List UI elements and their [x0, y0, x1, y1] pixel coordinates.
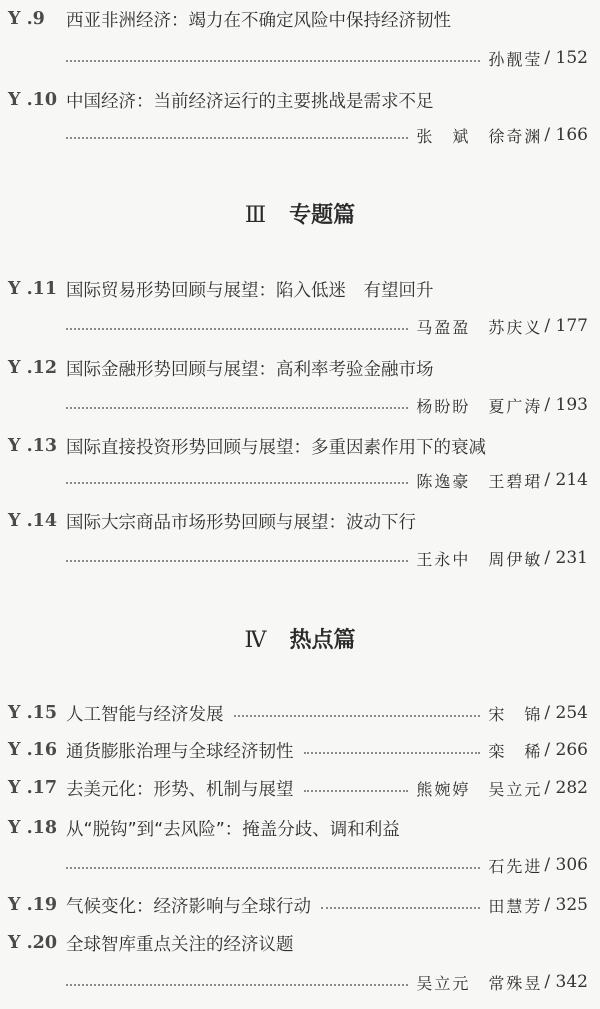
- entry-page-number: / 342: [544, 972, 588, 992]
- toc-entry-y13[interactable]: [8, 433, 588, 459]
- toc-entry-y16[interactable]: [8, 737, 588, 763]
- entry-authors: 栾 稀: [488, 741, 543, 761]
- dot-leader: [66, 867, 480, 869]
- entry-authors: 吴立元 常殊昱: [416, 973, 543, 993]
- toc-entry-y15[interactable]: [8, 700, 588, 726]
- entry-title: 西亚非洲经济：竭力在不确定风险中保持经济韧性: [66, 10, 451, 31]
- entry-authors: 马盈盈 苏庆义: [416, 317, 543, 337]
- toc-entry-y18-trail: [66, 852, 588, 878]
- toc-entry-y10-trail: [66, 122, 588, 148]
- toc-entry-y11[interactable]: [8, 276, 588, 302]
- entry-code: Y .15: [8, 703, 58, 723]
- toc-entry-y14-trail: [66, 545, 588, 571]
- entry-code: Y .10: [8, 90, 58, 110]
- entry-authors: 熊婉婷 吴立元: [416, 779, 543, 799]
- entry-page-number: / 193: [544, 395, 588, 415]
- entry-authors: 宋 锦: [488, 704, 543, 724]
- toc-entry-y20-trail: [66, 969, 588, 995]
- entry-title: 通货膨胀治理与全球经济韧性: [66, 741, 294, 762]
- entry-title: 国际贸易形势回顾与展望：陷入低迷 有望回升: [66, 280, 434, 301]
- entry-title: 气候变化：经济影响与全球行动: [66, 896, 311, 917]
- entry-authors: 田慧芳: [488, 896, 543, 916]
- dot-leader: [66, 407, 408, 409]
- entry-title: 国际大宗商品市场形势回顾与展望：波动下行: [66, 512, 416, 533]
- entry-title: 去美元化：形势、机制与展望: [66, 779, 294, 800]
- toc-entry-y18[interactable]: [8, 815, 588, 841]
- entry-code: Y .9: [8, 9, 45, 29]
- entry-authors: 王永中 周伊敏: [416, 549, 543, 569]
- section-title: 热点篇: [289, 627, 356, 653]
- entry-title: 国际金融形势回顾与展望：高利率考验金融市场: [66, 359, 434, 380]
- dot-leader: [304, 790, 409, 792]
- section-heading-3: [0, 198, 600, 229]
- entry-title: 国际直接投资形势回顾与展望：多重因素作用下的衰减: [66, 437, 486, 458]
- entry-page-number: / 152: [544, 48, 588, 68]
- entry-title: 人工智能与经济发展: [66, 704, 224, 725]
- entry-page-number: / 214: [544, 470, 588, 490]
- entry-title: 中国经济：当前经济运行的主要挑战是需求不足: [66, 91, 434, 112]
- entry-code: Y .11: [8, 279, 58, 299]
- entry-page-number: / 306: [544, 855, 588, 875]
- entry-code: Y .13: [8, 436, 58, 456]
- entry-code: Y .12: [8, 358, 58, 378]
- entry-code: Y .19: [8, 895, 58, 915]
- entry-code: Y .17: [8, 778, 58, 798]
- section-title: 专题篇: [289, 202, 356, 228]
- entry-page-number: / 266: [544, 740, 588, 760]
- section-number: Ⅳ: [244, 628, 268, 653]
- entry-page-number: / 166: [544, 125, 588, 145]
- entry-code: Y .18: [8, 818, 58, 838]
- toc-entry-y19[interactable]: [8, 892, 588, 918]
- entry-page-number: / 282: [544, 778, 588, 798]
- entry-authors: 杨盼盼 夏广涛: [416, 396, 543, 416]
- entry-page-number: / 325: [544, 895, 588, 915]
- toc-entry-y14[interactable]: [8, 508, 588, 534]
- entry-code: Y .14: [8, 511, 58, 531]
- dot-leader: [234, 715, 481, 717]
- entry-page-number: / 231: [544, 548, 588, 568]
- toc-entry-y12-trail: [66, 392, 588, 418]
- entry-authors: 陈逸豪 王碧珺: [416, 471, 543, 491]
- section-heading-4: [0, 623, 600, 654]
- entry-title: 从“脱钩”到“去风险”：掩盖分歧、调和利益: [66, 819, 400, 840]
- toc-entry-y20[interactable]: [8, 930, 588, 956]
- entry-code: Y .20: [8, 933, 58, 953]
- toc-entry-y9[interactable]: [8, 6, 588, 32]
- dot-leader: [66, 60, 480, 62]
- section-number: Ⅲ: [244, 203, 268, 228]
- toc-entry-y13-trail: [66, 467, 588, 493]
- entry-page-number: / 254: [544, 703, 588, 723]
- dot-leader: [304, 752, 481, 754]
- dot-leader: [66, 137, 408, 139]
- dot-leader: [66, 482, 408, 484]
- entry-code: Y .16: [8, 740, 58, 760]
- entry-title: 全球智库重点关注的经济议题: [66, 934, 294, 955]
- toc-entry-y12[interactable]: [8, 355, 588, 381]
- entry-authors: 孙靓莹: [488, 49, 543, 69]
- toc-entry-y11-trail: [66, 313, 588, 339]
- dot-leader: [66, 984, 408, 986]
- dot-leader: [321, 907, 480, 909]
- dot-leader: [66, 328, 408, 330]
- toc-entry-y10[interactable]: [8, 87, 588, 113]
- entry-page-number: / 177: [544, 316, 588, 336]
- dot-leader: [66, 560, 408, 562]
- toc-entry-y9-trail: [66, 45, 588, 71]
- entry-authors: 石先进: [488, 856, 543, 876]
- entry-authors: 张 斌 徐奇渊: [416, 126, 543, 146]
- toc-entry-y17[interactable]: [8, 775, 588, 801]
